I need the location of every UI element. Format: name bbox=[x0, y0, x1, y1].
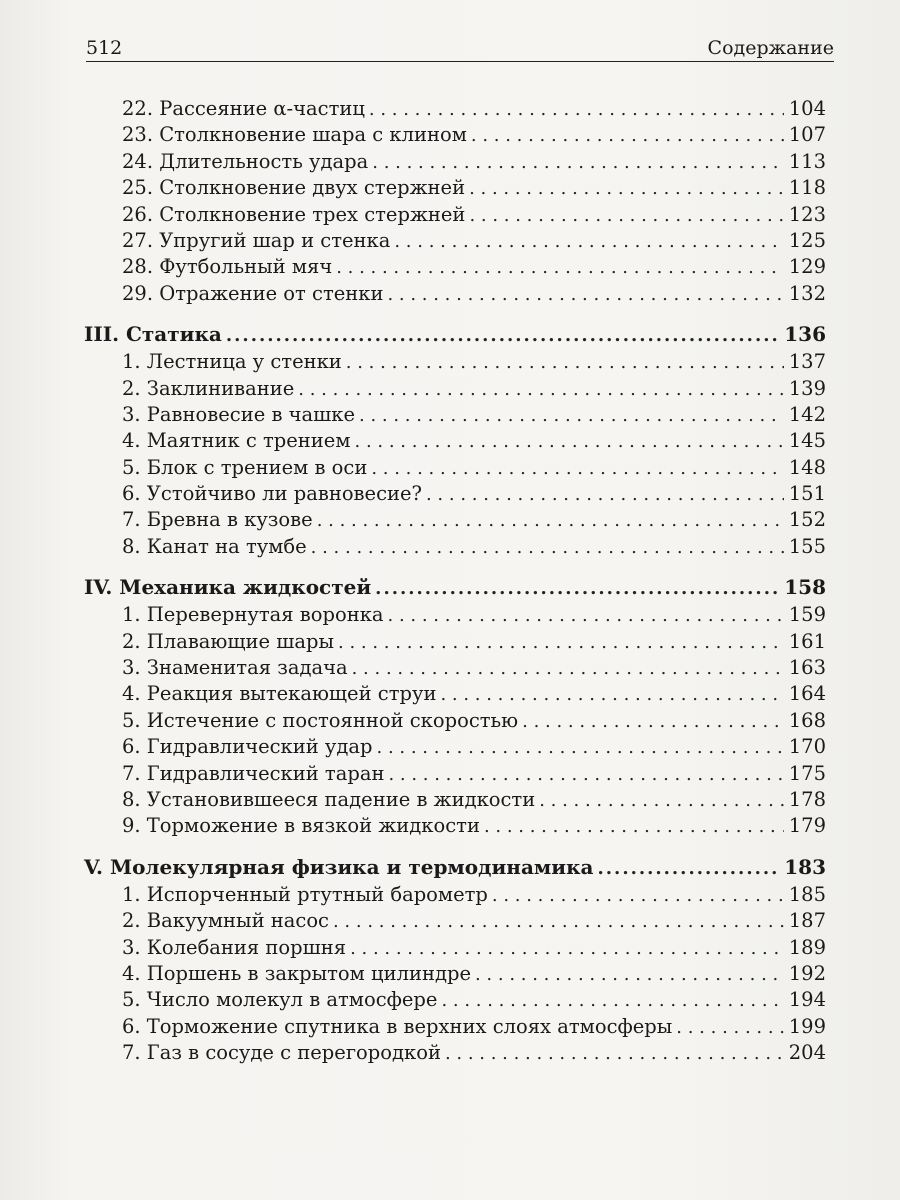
entry-page-number: 199 bbox=[788, 1014, 826, 1038]
toc-chapter-heading[interactable] bbox=[84, 852, 826, 882]
toc-entry[interactable] bbox=[84, 882, 826, 908]
chapter-page-number: 136 bbox=[784, 322, 826, 347]
running-header bbox=[86, 28, 834, 62]
entry-page-number: 137 bbox=[788, 350, 826, 374]
dot-leader bbox=[336, 255, 784, 281]
entry-title: 26. Столкновение трех стержней bbox=[122, 202, 466, 226]
toc-entry[interactable] bbox=[84, 507, 826, 533]
entry-title: 6. Торможение спутника в верхних слоях атмосферы bbox=[122, 1014, 673, 1038]
entry-page-number: 204 bbox=[788, 1041, 826, 1065]
entry-title: 4. Маятник с трением bbox=[122, 429, 351, 453]
dot-leader bbox=[522, 709, 784, 735]
toc-entry[interactable] bbox=[84, 961, 826, 987]
entry-page-number: 194 bbox=[788, 988, 826, 1012]
dot-leader bbox=[377, 735, 784, 761]
entry-page-number: 139 bbox=[788, 376, 826, 400]
dot-leader bbox=[676, 1015, 784, 1041]
entry-title: 2. Плавающие шары bbox=[122, 629, 335, 653]
dot-leader bbox=[298, 377, 784, 403]
toc-entry[interactable] bbox=[84, 813, 826, 839]
chapter-title: IV. Механика жидкостей bbox=[84, 575, 372, 600]
toc-entry[interactable] bbox=[84, 1014, 826, 1040]
entry-title: 29. Отражение от стенки bbox=[122, 281, 384, 305]
entry-page-number: 189 bbox=[788, 935, 826, 959]
entry-title: 2. Вакуумный насос bbox=[122, 909, 329, 933]
dot-leader bbox=[359, 403, 784, 429]
entry-title: 5. Истечение с постоянной скоростью bbox=[122, 708, 519, 732]
entry-title: 5. Число молекул в атмосфере bbox=[122, 988, 438, 1012]
toc-entry[interactable] bbox=[84, 175, 826, 201]
toc-entry[interactable] bbox=[84, 254, 826, 280]
toc-chapter-heading[interactable] bbox=[84, 319, 826, 349]
toc-entry[interactable] bbox=[84, 534, 826, 560]
entry-page-number: 148 bbox=[788, 455, 826, 479]
toc-entry[interactable] bbox=[84, 402, 826, 428]
dot-leader bbox=[226, 321, 780, 351]
dot-leader bbox=[352, 656, 784, 682]
entry-title: 9. Торможение в вязкой жидкости bbox=[122, 814, 480, 838]
dot-leader bbox=[375, 574, 780, 604]
dot-leader bbox=[388, 762, 784, 788]
toc-entry[interactable] bbox=[84, 349, 826, 375]
table-of-contents bbox=[84, 96, 826, 1067]
dot-leader bbox=[598, 854, 781, 884]
entry-title: 6. Устойчиво ли равновесие? bbox=[122, 482, 422, 506]
dot-leader bbox=[484, 814, 784, 840]
dot-leader bbox=[372, 150, 784, 176]
entry-page-number: 163 bbox=[788, 656, 826, 680]
entry-title: 1. Испорченный ртутный барометр bbox=[122, 882, 488, 906]
chapter-title: V. Молекулярная физика и термодинамика bbox=[84, 854, 594, 879]
entry-title: 7. Газ в сосуде с перегородкой bbox=[122, 1041, 441, 1065]
entry-title: 24. Длительность удара bbox=[122, 149, 369, 173]
entry-title: 25. Столкновение двух стержней bbox=[122, 176, 466, 200]
toc-chapter-heading[interactable] bbox=[84, 572, 826, 602]
dot-leader bbox=[346, 350, 784, 376]
dot-leader bbox=[369, 97, 784, 123]
toc-entry[interactable] bbox=[84, 602, 826, 628]
entry-title: 7. Гидравлический таран bbox=[122, 761, 385, 785]
dot-leader bbox=[388, 603, 784, 629]
dot-leader bbox=[445, 1041, 784, 1067]
toc-entry[interactable] bbox=[84, 455, 826, 481]
dot-leader bbox=[333, 909, 784, 935]
entry-page-number: 104 bbox=[788, 97, 826, 120]
entry-title: 4. Реакция вытекающей струи bbox=[122, 682, 437, 706]
entry-title: 2. Заклинивание bbox=[122, 376, 295, 400]
entry-page-number: 185 bbox=[788, 882, 826, 906]
dot-leader bbox=[440, 682, 784, 708]
entry-page-number: 151 bbox=[788, 482, 826, 506]
dot-leader bbox=[469, 176, 784, 202]
entry-page-number: 118 bbox=[788, 176, 826, 200]
toc-section bbox=[84, 852, 826, 1067]
entry-page-number: 152 bbox=[788, 508, 826, 532]
dot-leader bbox=[475, 962, 784, 988]
entry-title: 4. Поршень в закрытом цилиндре bbox=[122, 961, 471, 985]
entry-title: 3. Равновесие в чашке bbox=[122, 402, 355, 426]
dot-leader bbox=[394, 229, 784, 255]
dot-leader bbox=[371, 456, 784, 482]
toc-entry[interactable] bbox=[84, 734, 826, 760]
toc-entry[interactable] bbox=[84, 122, 826, 148]
dot-leader bbox=[539, 788, 784, 814]
entry-title: 22. Рассеяние α-частиц bbox=[122, 97, 365, 120]
toc-entry[interactable] bbox=[84, 428, 826, 454]
entry-title: 8. Канат на тумбе bbox=[122, 534, 307, 558]
entry-page-number: 129 bbox=[788, 255, 826, 279]
toc-entry[interactable] bbox=[84, 708, 826, 734]
toc-entry[interactable] bbox=[84, 481, 826, 507]
entry-page-number: 192 bbox=[788, 961, 826, 985]
toc-entry[interactable] bbox=[84, 149, 826, 175]
dot-leader bbox=[492, 883, 784, 909]
entry-title: 1. Перевернутая воронка bbox=[122, 603, 384, 627]
page-number: 512 bbox=[86, 37, 123, 59]
entry-page-number: 123 bbox=[788, 202, 826, 226]
entry-page-number: 187 bbox=[788, 909, 826, 933]
toc-entry[interactable] bbox=[84, 935, 826, 961]
entry-page-number: 159 bbox=[788, 603, 826, 627]
entry-page-number: 145 bbox=[788, 429, 826, 453]
chapter-page-number: 158 bbox=[784, 575, 826, 600]
toc-entry[interactable] bbox=[84, 376, 826, 402]
toc-entry[interactable] bbox=[84, 987, 826, 1013]
entry-title: 27. Упругий шар и стенка bbox=[122, 228, 391, 252]
entry-page-number: 161 bbox=[788, 629, 826, 653]
entry-title: 3. Знаменитая задача bbox=[122, 656, 348, 680]
toc-section bbox=[84, 319, 826, 560]
toc-section bbox=[84, 572, 826, 840]
toc-entry[interactable] bbox=[84, 761, 826, 787]
entry-title: 5. Блок с трением в оси bbox=[122, 455, 368, 479]
dot-leader bbox=[441, 988, 784, 1014]
toc-entry[interactable] bbox=[84, 202, 826, 228]
dot-leader bbox=[387, 282, 784, 308]
toc-entry[interactable] bbox=[84, 787, 826, 813]
dot-leader bbox=[471, 123, 784, 149]
toc-entry[interactable] bbox=[84, 908, 826, 934]
chapter-page-number: 183 bbox=[784, 854, 826, 879]
toc-entry[interactable] bbox=[84, 281, 826, 307]
dot-leader bbox=[338, 630, 784, 656]
dot-leader bbox=[355, 429, 785, 455]
toc-section bbox=[84, 96, 826, 307]
toc-entry[interactable] bbox=[84, 1040, 826, 1066]
entry-page-number: 107 bbox=[788, 123, 826, 147]
toc-entry[interactable] bbox=[84, 96, 826, 122]
running-title: Содержание bbox=[707, 37, 834, 59]
dot-leader bbox=[426, 482, 784, 508]
toc-entry[interactable] bbox=[84, 681, 826, 707]
entry-title: 23. Столкновение шара с клином bbox=[122, 123, 467, 147]
entry-page-number: 132 bbox=[788, 281, 826, 305]
toc-entry[interactable] bbox=[84, 629, 826, 655]
entry-page-number: 179 bbox=[788, 814, 826, 838]
toc-entry[interactable] bbox=[84, 228, 826, 254]
dot-leader bbox=[311, 535, 784, 561]
entry-page-number: 125 bbox=[788, 228, 826, 252]
entry-title: 6. Гидравлический удар bbox=[122, 735, 373, 759]
entry-page-number: 113 bbox=[788, 149, 826, 173]
entry-title: 3. Колебания поршня bbox=[122, 935, 347, 959]
dot-leader bbox=[469, 203, 784, 229]
entry-page-number: 175 bbox=[788, 761, 826, 785]
entry-page-number: 168 bbox=[788, 708, 826, 732]
entry-page-number: 178 bbox=[788, 787, 826, 811]
entry-page-number: 170 bbox=[788, 735, 826, 759]
entry-title: 7. Бревна в кузове bbox=[122, 508, 313, 532]
entry-title: 28. Футбольный мяч bbox=[122, 255, 333, 279]
dot-leader bbox=[317, 508, 784, 534]
toc-entry[interactable] bbox=[84, 655, 826, 681]
entry-page-number: 142 bbox=[788, 402, 826, 426]
entry-title: 1. Лестница у стенки bbox=[122, 350, 342, 374]
dot-leader bbox=[350, 936, 784, 962]
chapter-title: III. Статика bbox=[84, 322, 222, 347]
entry-title: 8. Установившееся падение в жидкости bbox=[122, 787, 536, 811]
entry-page-number: 164 bbox=[788, 682, 826, 706]
entry-page-number: 155 bbox=[788, 534, 826, 558]
